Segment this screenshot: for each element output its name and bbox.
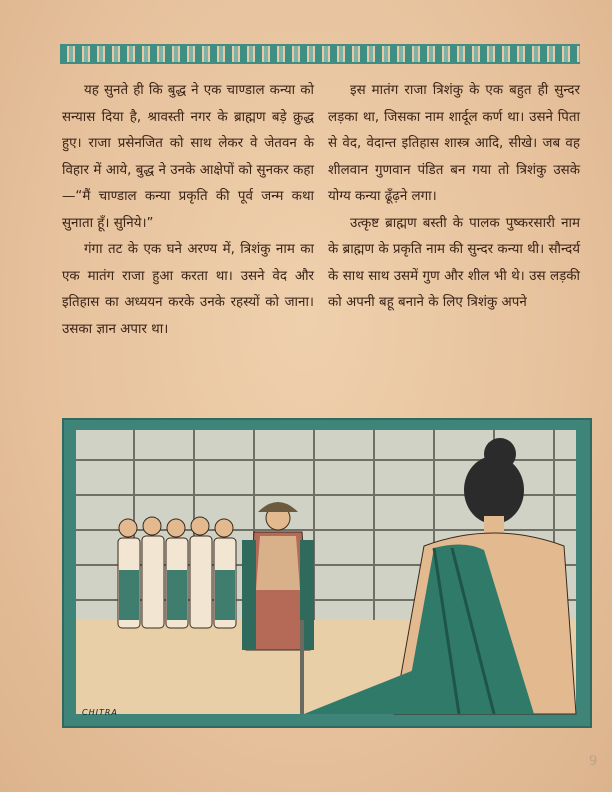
story-illustration xyxy=(62,418,592,728)
decorative-border xyxy=(60,44,580,64)
brahmin-group xyxy=(118,502,314,650)
artist-signature: CHITRA xyxy=(82,708,118,717)
right-text-column xyxy=(328,78,580,317)
left-paragraph-1: यह सुनते ही कि बुद्ध ने एक चाण्डाल कन्या को सन्यास दिया है, श्रावस्ती नगर के ब्राह्मण बड़े क्रुद्ध हुए। राजा प्रसेनजित को साथ लेकर वे जेतवन के विहार में आये, बुद्ध ने उनके आक्षेपों को सुनकर कहा—“मैं चाण्डाल कन्या प्रकृति की पूर्व जन्म कथा सुनाता हूँ। सुनिये।” xyxy=(62,83,314,231)
left-text-column xyxy=(62,78,314,343)
right-paragraph-1: इस मातंग राजा त्रिशंकु के एक बहुत ही सुन्दर लड़का था, जिसका नाम शार्दूल कर्ण था। उसने पिता से वेद, वेदान्त इतिहास शास्त्र आदि, सीखे। जब वह शीलवान गुणवान पंडित बन गया तो त्रिशंकु उसके योग्य कन्या ढूँढ़ने लगा। xyxy=(328,83,580,204)
illustration-drawing xyxy=(64,420,590,726)
right-paragraph-2: उत्कृष्ट ब्राह्मण बस्ती के पालक पुष्करसारी नाम के ब्राह्मण के प्रकृति नाम की सुन्दर कन्या थी। सौन्दर्य के साथ साथ उसमें गुण और शील भी थे। उस लड़की को अपनी बहू बनाने के लिए त्रिशंकु अपने xyxy=(328,215,580,310)
page-number: 9 xyxy=(589,754,598,769)
left-paragraph-2: गंगा तट के एक घने अरण्य में, त्रिशंकु नाम का एक मातंग राजा हुआ करता था। उसने वेद और इतिहास का अध्ययन करके उनके रहस्यों को जाना। उसका ज्ञान अपार था। xyxy=(62,242,314,337)
